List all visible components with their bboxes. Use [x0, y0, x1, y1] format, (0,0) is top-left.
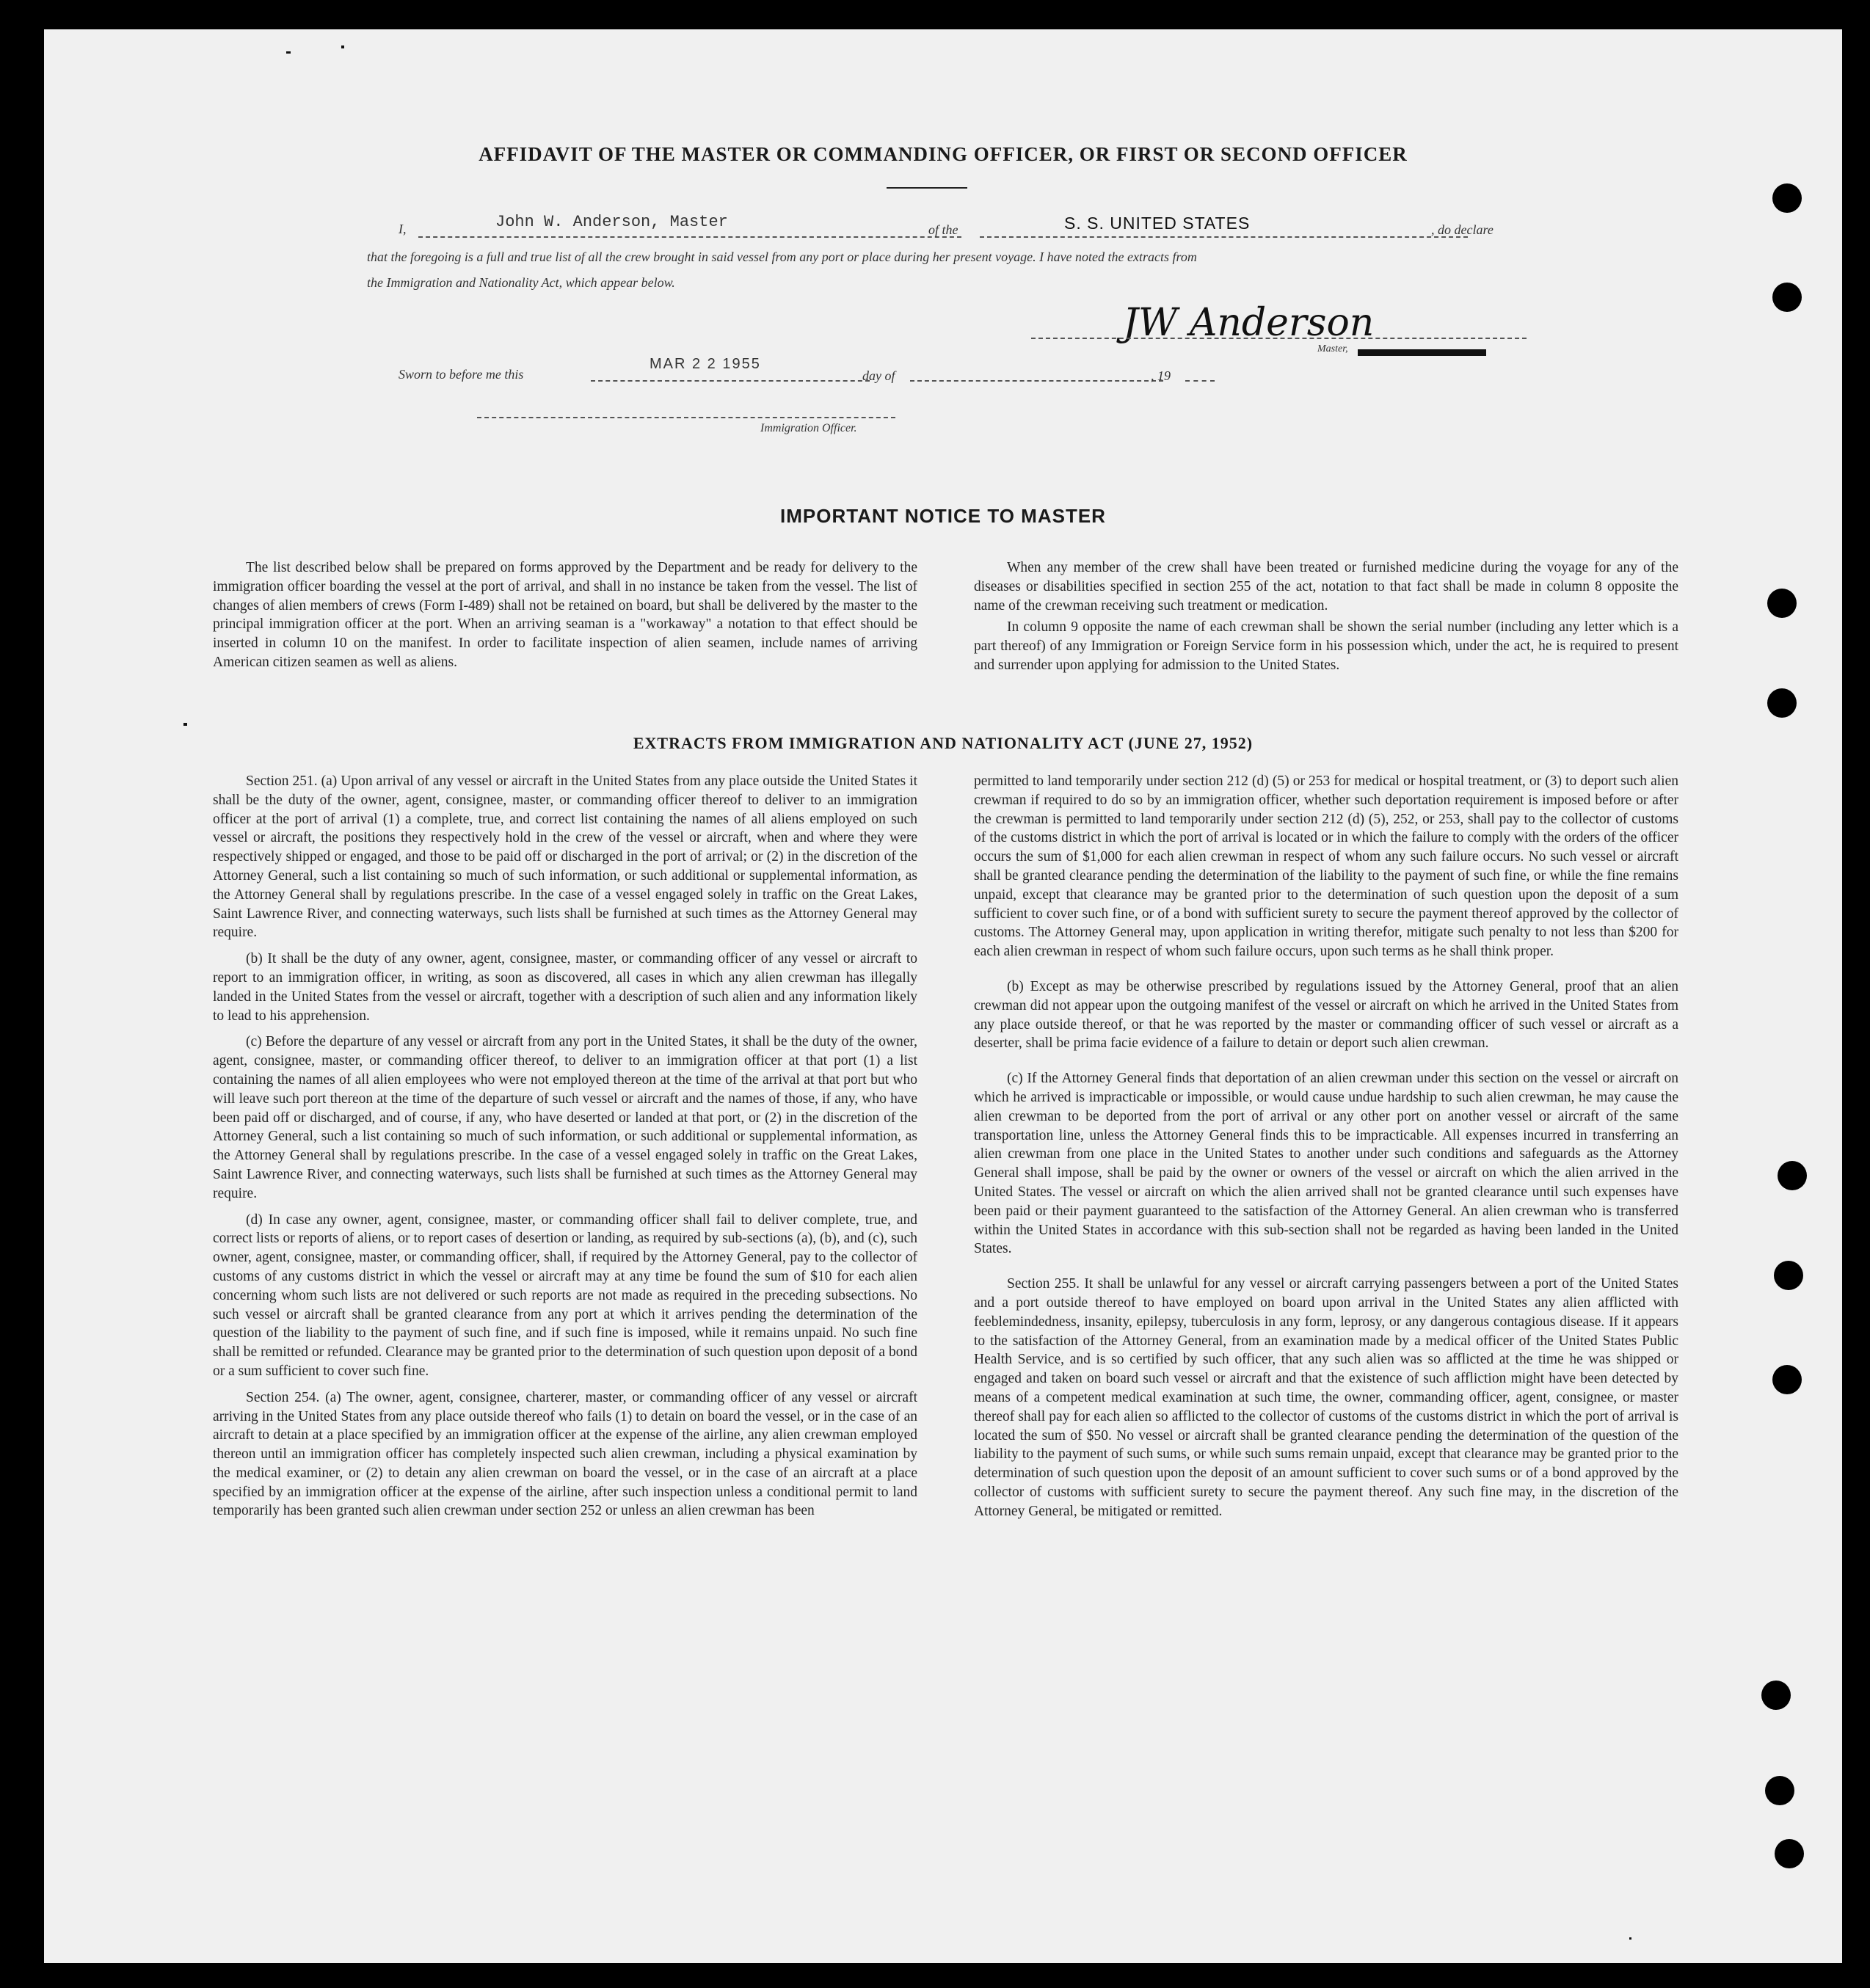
i-label: I, [399, 222, 407, 236]
ship-name: S. S. UNITED STATES [1064, 214, 1251, 233]
section-251-c: (c) Before the departure of any vessel or aircraft from any port in the United States, it shall be the duty of the owner, agent, consignee, master, or commanding officer thereof, to deliver to an immigration officer at that port (1) a list containing the names of all alien employees who were not employed thereon at the time of the arrival at that port but who will leave such port thereon at the time of the departure of such vessel or aircraft and the names of those, if any, who have been paid off or discharged, and of course, if any, who have deserted or landed at that port, or (2) in the discretion of the Attorney General, such a list containing so much of such information, or such additional or supplemental information, as the Attorney General shall by regulations prescribe. In the case of a vessel engaged solely in traffic on the Great Lakes, Saint Lawrence River, and connecting waterways, such lists shall be furnished at such times as the Attorney General may require. [213, 1034, 917, 1201]
binder-hole [1778, 1161, 1807, 1190]
officer-line [477, 417, 895, 418]
notice-left-column [213, 558, 917, 680]
binder-hole [1772, 283, 1802, 312]
document-page [44, 29, 1842, 1963]
master-label: Master, [1317, 343, 1348, 354]
notice-title: IMPORTANT NOTICE TO MASTER [780, 505, 1106, 527]
sworn-day-line [591, 380, 870, 382]
extracts-left-column [213, 772, 917, 1528]
master-name-text: John W. Anderson, Master [495, 213, 728, 231]
sworn-date-stamp: MAR 2 2 1955 [650, 356, 761, 372]
binder-hole [1774, 1261, 1803, 1290]
scan-speck [341, 45, 344, 48]
binder-hole [1775, 1839, 1804, 1868]
extracts-right-column [974, 772, 1678, 1528]
section-254-b: (b) Except as may be otherwise prescribed by regulations issued by the Attorney General, proof that an alien crewman did not appear upon the outgoing manifest of the vessel or aircraft on which he arrived in the United States from any place outside thereof, or that he was reported by the master or commanding officer of such vessel or aircraft as a deserter, shall be prima facie evidence of a failure to detain or deport such alien crewman. [974, 978, 1678, 1052]
declaration-line-2: the Immigration and Nationality Act, which appear below. [367, 275, 675, 290]
binder-hole [1761, 1681, 1791, 1710]
title-rule [887, 187, 967, 189]
extracts-title: EXTRACTS FROM IMMIGRATION AND NATIONALITY ACT (JUNE 27, 1952) [633, 734, 1254, 752]
month-line [910, 380, 1163, 382]
scan-speck [1629, 1937, 1631, 1940]
section-254-a: Section 254. (a) The owner, agent, consignee, charterer, master, or commanding officer of any vessel or aircraft arriving in the United States from any place outside thereof who fails (1) to detain on board the vessel, or in the case of an aircraft to detain at a place specified by an immigration officer at the expense of the airline, any alien crewman employed thereon until an immigration officer has completely inspected such alien crewman, including a physical examination by the medical examiner, or (2) to detain any alien crewman on board the vessel, or in the case of an aircraft at a place specified by an immigration officer at the expense of the airline, after such inspection unless a conditional permit to land temporarily has been granted such alien crewman under section 252 or unless an alien crewman has been [213, 1389, 917, 1519]
section-254-c: (c) If the Attorney General finds that deportation of an alien crewman under this section on the vessel or aircraft on which he arrived is impracticable or impossible, or would cause undue hardship to such alien crewman, he may cause the alien crewman to be deported from the port of arrival or any other port on another vessel or aircraft of the same transportation line, unless the Attorney General finds this to be impracticable. All expenses incurred in transferring an alien crewman from one place in the United States to another under such conditions and safeguards as the Attorney General shall impose, shall be paid by the owner or owners of the vessel or aircraft on which the alien arrived in the United States. The vessel or aircraft on which the alien arrived shall not be granted clearance until such expenses have been paid or their payment guaranteed to the satisfaction of the Attorney General. An alien crewman who is transferred within the United States in accordance with this sub-section shall not be regarded as having been landed in the United States. [974, 1071, 1678, 1257]
binder-hole [1765, 1776, 1794, 1805]
do-declare-label: , do declare [1431, 222, 1494, 237]
name-line [418, 236, 961, 238]
section-255: Section 255. It shall be unlawful for any vessel or aircraft carrying passengers between a port of the United States and a port outside thereof to have employed on board upon arrival in the United States any alien afflicted with feeblemindedness, insanity, epilepsy, tuberculosis in any form, leprosy, or any dangerous contagious disease. If it appears to the satisfaction of the Attorney General, from an examination made by a medical officer of the United States Public Health Service, and is so certified by such officer, that any such alien was so afflicted at the time he was shipped or engaged and taken on board such vessel or aircraft and that the existence of such affliction might have been detected by means of a competent medical examination at such time, the owner, commanding officer, agent, consignee, or master thereof shall pay for each alien so afflicted to the collector of customs of the customs district in which the port of arrival is located the sum of $50. No vessel or aircraft shall be granted clearance pending the determination of the question of the liability to the payment of such sums, or while such sums remain unpaid, except that clearance may be granted prior to the determination of such question upon the deposit of an amount sufficient to cover such sums or of a bond approved by the collector of customs with sufficient surety to secure the payment thereof. Any such fine may, in the discretion of the Attorney General, be mitigated or remitted. [974, 1276, 1678, 1519]
year-label: , 19 [1151, 368, 1171, 383]
notice-left-paragraph: The list described below shall be prepared on forms approved by the Department and be ready for delivery to the immigration officer boarding the vessel at the port of arrival, and shall in no instance be taken from the vessel. The list of changes of alien members of crews (Form I-489) shall not be retained on board, but shall be delivered by the master to the principal immigration officer at the port. When an arriving seaman is a "workaway" a notation to that effect should be inserted in column 10 on the manifest. In order to facilitate inspection of alien seamen, include names of arriving American citizen seamen as well as aliens. [213, 560, 917, 670]
officer-label: Immigration Officer. [760, 422, 857, 434]
section-251-a: Section 251. (a) Upon arrival of any vessel or aircraft in the United States from any place outside the United States it shall be the duty of the owner, agent, consignee, master, or commanding officer thereof to deliver to an immigration officer at the port of arrival (1) a complete, true, and correct list containing the names of all aliens employed on such vessel or aircraft, the positions they respectively hold in the crew of the vessel or aircraft, when and where they were respectively shipped or engaged, and those to be paid off or discharged in the port of arrival; or (2) in the discretion of the Attorney General, such a list containing so much of such information, or such additional or supplemental information, as the Attorney General shall by regulations prescribe. In the case of a vessel engaged solely in traffic on the Great Lakes, Saint Lawrence River, and connecting waterways, such lists shall be furnished at such times as the Attorney General may require. [213, 773, 917, 941]
section-254-a-continued: permitted to land temporarily under section 212 (d) (5) or 253 for medical or hospital treatment, or (3) to deport such alien crewman if required to do so by an immigration officer, whether such deportation requirement is imposed before or after the crewman is permitted to land temporarily under section 212 (d) (5), 252, or 253, shall pay to the collector of customs of the customs district in which the port of arrival is located or in which the failure to comply with the orders of the officer occurs the sum of $1,000 for each alien crewman in respect of whom any such failure occurs. No such vessel or aircraft shall be granted clearance pending the determination of the liability to the payment of such fine, or while the fine remains unpaid, except that clearance may be granted prior to the determination of such question upon the deposit of a sum sufficient to cover such fine, or of a bond with sufficient surety to secure the payment thereof approved by the collector of customs. The Attorney General may, upon application in writing therefor, mitigate such penalty to not less than $200 for each alien crewman in respect of whom such failure occurs, upon such terms as he shall think proper. [974, 773, 1678, 960]
signature-line [1031, 338, 1527, 339]
notice-right-column [974, 558, 1678, 682]
notice-right-paragraph-1: When any member of the crew shall have been treated or furnished medicine during the voyage for any of the diseases or disabilities specified in section 255 of the act, notation to that fact shall be made in column 8 opposite the name of the crewman receiving such treatment or medication. [974, 560, 1678, 613]
affidavit-title: AFFIDAVIT OF THE MASTER OR COMMANDING OFFICER, OR FIRST OR SECOND OFFICER [479, 143, 1408, 165]
section-251-b: (b) It shall be the duty of any owner, agent, consignee, master, or commanding officer of any vessel or aircraft to report to an immigration officer, in writing, as soon as discovered, all cases in which any alien crewman has illegally landed in the United States from the vessel or aircraft, together with a description of such alien and any information likely to lead to his apprehension. [213, 951, 917, 1024]
master-signature: JW Anderson [1123, 301, 1375, 345]
binder-hole [1767, 589, 1797, 618]
ship-line [980, 236, 1468, 238]
declaration-line-1: that the foregoing is a full and true list of all the crew brought in said vessel from any port or place during her present voyage. I have noted the extracts from [367, 250, 1197, 264]
scan-speck [286, 51, 291, 54]
day-of-label: day of [862, 368, 895, 383]
section-251-d: (d) In case any owner, agent, consignee, master, or commanding officer shall fail to deliver complete, true, and correct lists or reports of aliens, or to report cases of desertion or landing, as required by sub-sections (a), (b), and (c), such owner, agent, consignee, master, or commanding officer, shall, if required by the Attorney General, pay to the collector of customs of any customs district in which the vessel or aircraft may at any time be found the sum of $10 for each alien concerning whom such lists are not delivered or such reports are not made as required in the preceding subsections. No such vessel or aircraft shall be granted clearance from any port at which it arrives pending the determination of the question of the liability to the payment of such fine, and if such fine is imposed, while it remains unpaid. No such fine shall be remitted or refunded. Clearance may be granted prior to the determination of such question upon deposit of a bond or a sum sufficient to cover such fine. [213, 1212, 917, 1379]
binder-hole [1772, 1365, 1802, 1394]
redaction-bar [1358, 349, 1486, 356]
scan-speck [183, 723, 187, 726]
binder-hole [1767, 688, 1797, 718]
sworn-label: Sworn to before me this [399, 367, 524, 382]
year-line [1185, 380, 1215, 382]
of-the-label: of the [928, 222, 958, 237]
binder-hole [1772, 183, 1802, 213]
master-name [495, 213, 728, 231]
notice-right-paragraph-2: In column 9 opposite the name of each crewman shall be shown the serial number (including any letter which is a part thereof) of any Immigration or Foreign Service form in his possession which, under the act, he is required to present and surrender upon applying for admission to the United States. [974, 619, 1678, 673]
